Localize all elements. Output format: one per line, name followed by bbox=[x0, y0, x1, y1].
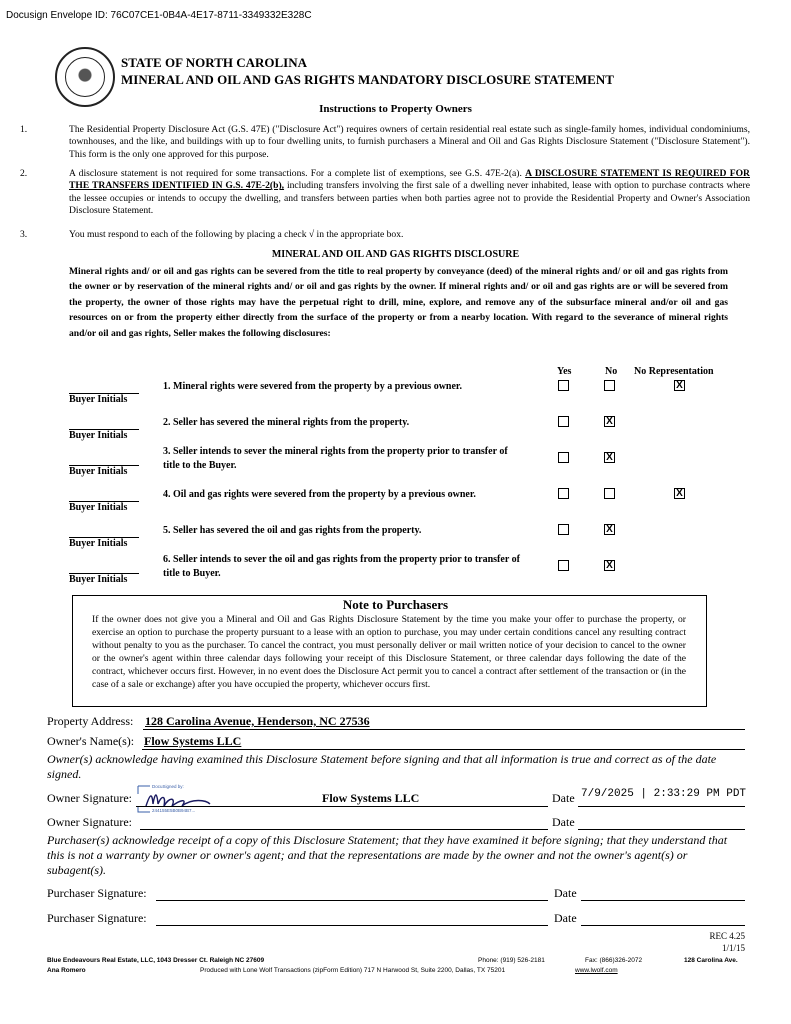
signature-scribble bbox=[146, 795, 210, 806]
disclosure-paragraph: Mineral rights and/ or oil and gas rights can be severed from the title to real property by conveyance (deed) of the mineral rights and/ or oil and gas rights from the owner or by reservation of the mineral rights and/ or oil and gas rights by the owner. If mineral rights and/ or oil and gas rights are or will be severed from the property, the owner of those rights may have the perpetual right to drill, mine, explore, and remove any of the subsurface mineral and/or oil and gas resources on or from the property either directly from the surface of the property or from a nearby location. With regard to the severance of mineral rights and/or oil and gas rights, Seller makes the following disclosures: bbox=[69, 266, 728, 339]
owner-date-value[interactable]: 7/9/2025 | 2:33:29 PM PDT bbox=[581, 788, 747, 800]
question-5-yes-checkbox[interactable] bbox=[558, 524, 569, 535]
purchaser-date-2-label: Date bbox=[554, 911, 577, 925]
buyer-initials-label: Buyer Initials bbox=[69, 430, 128, 441]
disclosure-title: MINERAL AND OIL AND GAS RIGHTS DISCLOSURE bbox=[271, 249, 520, 260]
purchaser-date-1-line[interactable] bbox=[581, 900, 745, 901]
owner-name-value[interactable]: Flow Systems LLC bbox=[144, 734, 242, 748]
owner-date-line-1 bbox=[578, 806, 745, 807]
buyer-initials-label: Buyer Initials bbox=[69, 394, 128, 405]
purchaser-signature-1-label: Purchaser Signature: bbox=[47, 886, 147, 900]
question-2-no-checkbox[interactable]: X bbox=[604, 416, 615, 427]
col-no-representation: No Representation bbox=[634, 366, 714, 377]
address-line bbox=[143, 729, 745, 730]
purchaser-date-1-label: Date bbox=[554, 886, 577, 900]
question-1-no-rep-checkbox[interactable]: X bbox=[674, 380, 685, 391]
owner-acknowledgement: Owner(s) acknowledge having examined this Disclosure Statement before signing and that all information is true and correct as of the date signed. bbox=[47, 752, 717, 781]
footer-property: 128 Carolina Ave. bbox=[684, 957, 738, 964]
form-code: REC 4.25 bbox=[709, 931, 745, 941]
owner-signature-label: Owner Signature: bbox=[47, 791, 132, 805]
buyer-initials-label: Buyer Initials bbox=[69, 502, 128, 513]
col-yes: Yes bbox=[557, 366, 572, 377]
instruction-item-2: 2. A disclosure statement is not required for some transactions. For a complete list of exemptions, see G.S. 47E-2(a). A DISCLOSURE STATEMENT IS REQUIRED FOR THE TRANSFERS IDENTIFIED IN G.S. 47E-2(b), including transfers involving the first sale of a dwelling never inhabited, lease with option to purchase contracts where the lessee occupies or intends to occupy the dwelling, and transfers between parties when both parties agree not to provide the Residential Property and Owner's Association Disclosure Statement. bbox=[20, 168, 750, 217]
question-6-text: 6. Seller intends to sever the oil and gas rights from the property prior to transfer of title to Buyer. bbox=[163, 554, 520, 579]
footer-fax: Fax: (866)326-2072 bbox=[585, 957, 643, 964]
col-no: No bbox=[605, 366, 618, 377]
owner-printed-name: Flow Systems LLC bbox=[322, 791, 420, 805]
docusign-signature[interactable] bbox=[136, 784, 216, 814]
owner-signature-2-label: Owner Signature: bbox=[47, 815, 132, 829]
instruction-item-3: 3. You must respond to each of the following by placing a check √ in the appropriate box. bbox=[20, 229, 404, 240]
form-date: 1/1/15 bbox=[721, 943, 745, 953]
state-heading: STATE OF NORTH CAROLINA bbox=[121, 55, 308, 70]
question-2-text: 2. Seller has severed the mineral rights from the property. bbox=[163, 417, 410, 428]
owner-sig-line-1 bbox=[136, 806, 548, 807]
question-6-yes-checkbox[interactable] bbox=[558, 560, 569, 571]
purchaser-date-2-line[interactable] bbox=[581, 925, 745, 926]
buyer-initials-label: Buyer Initials bbox=[69, 574, 128, 585]
owner-date-2-label: Date bbox=[552, 815, 575, 829]
footer-company: Blue Endeavours Real Estate, LLC, 1043 Dresser Ct. Raleigh NC 27609 bbox=[47, 957, 265, 964]
instructions-title: Instructions to Property Owners bbox=[319, 103, 472, 115]
owner-date-label: Date bbox=[552, 791, 575, 805]
note-text: If the owner does not give you a Mineral and Oil and Gas Rights Disclosure Statement by the time you make your offer to purchase the property, or exercise an option to purchase the property pursuant to a lease with an option to purchase, you may under certain conditions cancel any resulting contract without penalty to you as the purchaser. To cancel the contract, you must personally deliver or mail written notice of your decision to cancel to the owner or the owner's agent within three calendar days following your receipt of this Disclosure Statement, or three calendar days following the date of the contract, whichever occurs first. However, in no event does the Disclosure Act permit you to cancel a contract after settlement of the transaction or (in the case of a sale or exchange) after you have occupied the property, whichever occurs first. bbox=[92, 614, 686, 690]
footer-phone: Phone: (919) 526-2181 bbox=[478, 957, 545, 964]
property-address-value[interactable]: 128 Carolina Avenue, Henderson, NC 27536 bbox=[145, 714, 370, 728]
docusigned-by-label: DocuSigned by: bbox=[152, 784, 184, 789]
purchaser-signature-2-line[interactable] bbox=[156, 925, 548, 926]
buyer-initials-label: Buyer Initials bbox=[69, 466, 128, 477]
owner-signature-2-line[interactable] bbox=[140, 829, 548, 830]
question-6-no-checkbox[interactable]: X bbox=[604, 560, 615, 571]
question-3-yes-checkbox[interactable] bbox=[558, 452, 569, 463]
question-3-text: 3. Seller intends to sever the mineral rights from the property prior to transfer of title to the Buyer. bbox=[163, 446, 508, 471]
question-1-text: 1. Mineral rights were severed from the property by a previous owner. bbox=[163, 381, 462, 392]
purchaser-acknowledgement: Purchaser(s) acknowledge receipt of a copy of this Disclosure Statement; that they have examined it before signing; that they understand that this is not a warranty by owner or owner's agent; and that the representations are made by the owner and not the owner's agent(s) or subagent(s). bbox=[47, 833, 728, 877]
footer-agent: Ana Romero bbox=[47, 967, 86, 974]
owner-name-label: Owner's Name(s): bbox=[47, 734, 135, 748]
question-5-no-checkbox[interactable]: X bbox=[604, 524, 615, 535]
note-title: Note to Purchasers bbox=[342, 597, 449, 612]
form-title: MINERAL AND OIL AND GAS RIGHTS MANDATORY DISCLOSURE STATEMENT bbox=[121, 72, 614, 87]
property-address-label: Property Address: bbox=[47, 714, 134, 728]
question-5-text: 5. Seller has severed the oil and gas rights from the property. bbox=[163, 525, 422, 536]
signature-id: 244155E5B0B94B7... bbox=[152, 808, 196, 813]
purchaser-signature-1-line[interactable] bbox=[156, 900, 548, 901]
question-4-no-checkbox[interactable] bbox=[604, 488, 615, 499]
question-3-no-checkbox[interactable]: X bbox=[604, 452, 615, 463]
instruction-item-1: 1. The Residential Property Disclosure Act (G.S. 47E) ("Disclosure Act") requires owners of certain residential real estate such as single-family homes, individual condominiums, townhouses, and the like, and buildings with up to four dwelling units, to furnish purchasers a Mineral and Oil and Gas Rights Disclosure Statement ("Disclosure Statement"). This form is the only one approved for this purpose. bbox=[20, 124, 750, 160]
question-4-text: 4. Oil and gas rights were severed from the property by a previous owner. bbox=[163, 489, 476, 500]
owner-date-2-line[interactable] bbox=[578, 829, 745, 830]
owner-line bbox=[142, 749, 745, 750]
footer-url-link[interactable]: www.lwolf.com bbox=[575, 967, 618, 974]
buyer-initials-label: Buyer Initials bbox=[69, 538, 128, 549]
question-1-yes-checkbox[interactable] bbox=[558, 380, 569, 391]
footer-produced: Produced with Lone Wolf Transactions (zipForm Edition) 717 N Harwood St, Suite 2200, Dallas, TX 75201 bbox=[200, 967, 506, 974]
question-1-no-checkbox[interactable] bbox=[604, 380, 615, 391]
nc-seal-logo bbox=[55, 47, 115, 107]
question-2-yes-checkbox[interactable] bbox=[558, 416, 569, 427]
envelope-id: Docusign Envelope ID: 76C07CE1-0B4A-4E17-8711-3349332E328C bbox=[6, 10, 312, 21]
question-4-no-rep-checkbox[interactable]: X bbox=[674, 488, 685, 499]
purchaser-signature-2-label: Purchaser Signature: bbox=[47, 911, 147, 925]
question-4-yes-checkbox[interactable] bbox=[558, 488, 569, 499]
